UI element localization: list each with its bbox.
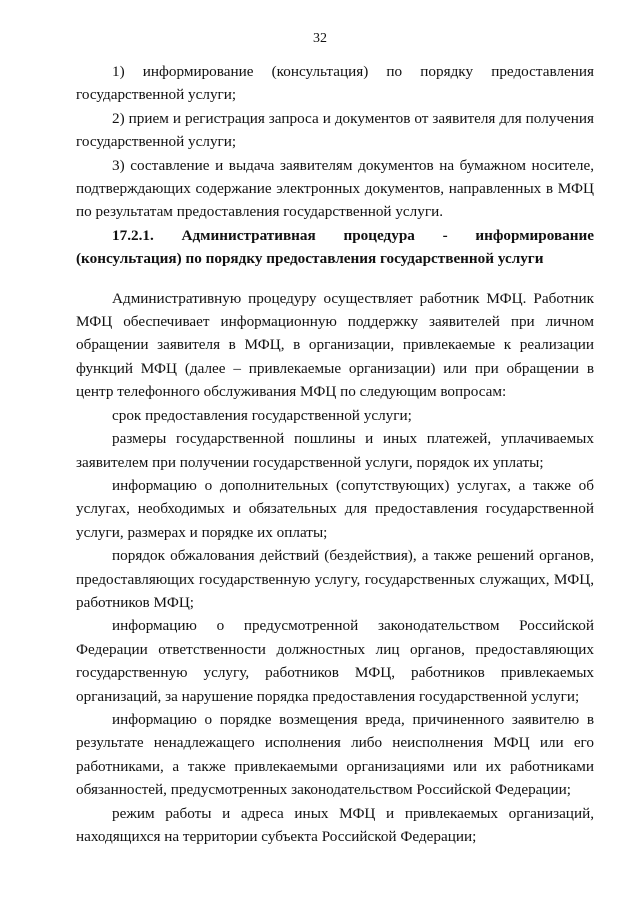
paragraph-intro: Административную процедуру осуществляет работник МФЦ. Работник МФЦ обеспечивает информационную поддержку заявителей при личном обращении заявителя в МФЦ, в организации, привлекаемые к реализации функций МФЦ (далее – привлекаемые организации) или при обращении в центр телефонного обслуживания МФЦ по следующим вопросам: — [76, 289, 594, 401]
paragraph-compensation: информацию о порядке возмещения вреда, причиненного заявителю в результате ненадлежащего исполнения либо неисполнения МФЦ или его работниками, а также привлекаемыми организациями или их работниками обязанностей, предусмотренных законодательством Российской Федерации; — [76, 710, 594, 799]
list-item-issuance: 3) составление и выдача заявителям документов на бумажном носителе, подтверждающих содержание электронных документов, направленных в МФЦ по результатам предоставления государственной услуги. — [76, 156, 594, 221]
document-body — [76, 60, 594, 848]
section-heading: 17.2.1. Административная процедура - информирование (консультация) по порядку предоставления государственной услуги — [76, 226, 594, 268]
paragraph-schedule: режим работы и адреса иных МФЦ и привлекаемых организаций, находящихся на территории субъекта Российской Федерации; — [76, 804, 594, 845]
spacer — [76, 271, 594, 287]
page-number: 32 — [313, 31, 327, 46]
paragraph-appeal: порядок обжалования действий (бездействия), а также решений органов, предоставляющих государственную услугу, государственных служащих, МФЦ, работников МФЦ; — [76, 547, 594, 611]
paragraph-fees: размеры государственной пошлины и иных платежей, уплачиваемых заявителем при получении государственной услуги, порядок их уплаты; — [76, 430, 594, 471]
list-item-informing: 1) информирование (консультация) по порядку предоставления государственной услуги; — [76, 63, 594, 104]
paragraph-additional-services: информацию о дополнительных (сопутствующих) услугах, а также об услугах, необходимых и обязательных для предоставления государственной услуги, размерах и порядке их оплаты; — [76, 476, 594, 541]
paragraph-liability: информацию о предусмотренной законодательством Российской Федерации ответственности должностных лиц органов, предоставляющих государственную услугу, работников МФЦ, работников привлекаемых организаций, за нарушение порядка предоставления государственной услуги; — [76, 617, 594, 705]
paragraph-term: срок предоставления государственной услуги; — [112, 406, 412, 424]
list-item-registration: 2) прием и регистрация запроса и документов от заявителя для получения государственной услуги; — [76, 109, 594, 151]
